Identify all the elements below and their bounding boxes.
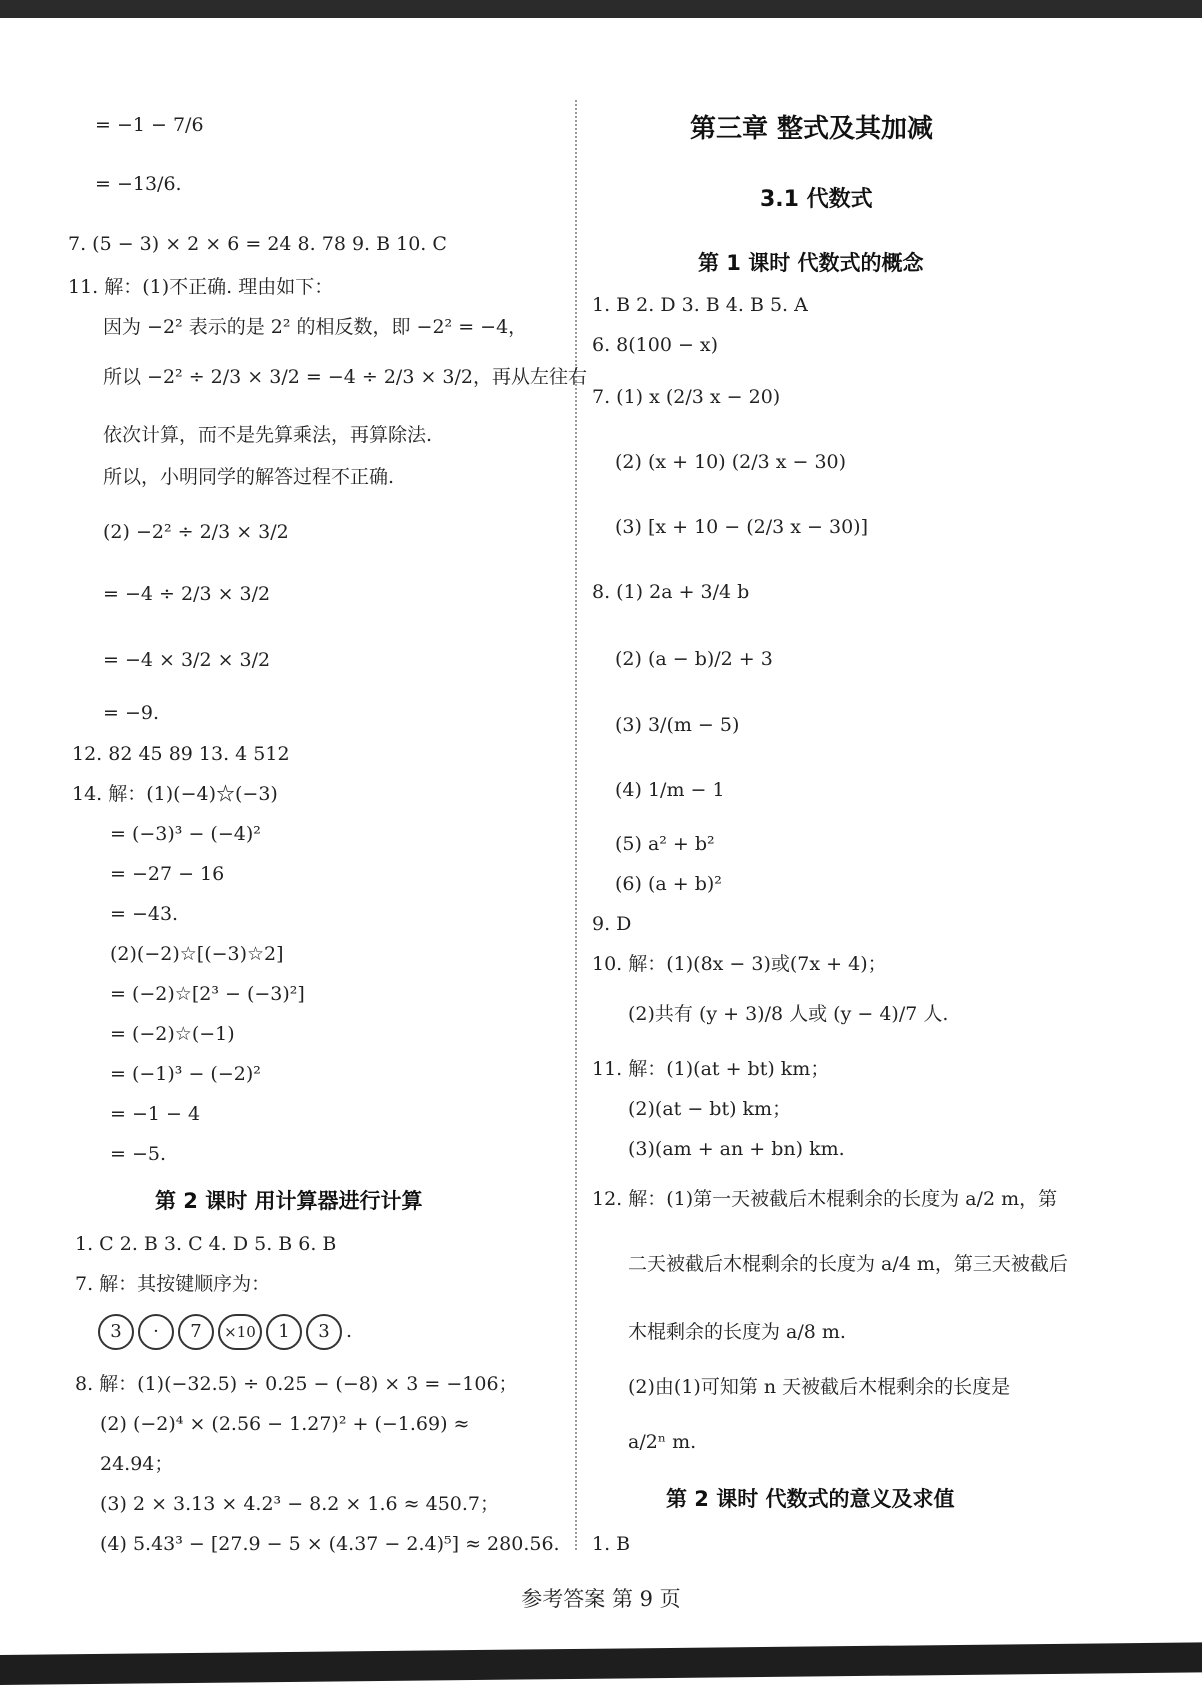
- right-line-23: 1. B: [592, 1533, 631, 1555]
- key-7: 7: [178, 1314, 214, 1350]
- right-line-3: 7. (1) x (2/3 x − 20): [592, 386, 781, 408]
- calculator-key-sequence: [98, 1313, 352, 1350]
- top-scan-edge: [0, 0, 1202, 18]
- right-line-21: (2)由(1)可知第 n 天被截后木棍剩余的长度是: [628, 1376, 1011, 1398]
- right-line-4: (2) (x + 10) (2/3 x − 30): [615, 451, 847, 473]
- key-times-ten: ×10: [218, 1314, 262, 1350]
- left-line-19: = (−2)☆[2³ − (−3)²]: [110, 983, 305, 1005]
- left-line-15: = (−3)³ − (−4)²: [110, 823, 261, 845]
- right-line-19: 二天被截后木棍剩余的长度为 a/4 m，第三天被截后: [628, 1253, 1068, 1275]
- key-dot: ·: [138, 1314, 174, 1350]
- column-divider: [575, 100, 577, 1550]
- left-line-1: = −1 − 7/6: [95, 114, 204, 136]
- left-line-20: = (−2)☆(−1): [110, 1023, 235, 1045]
- left-line-27: (2) (−2)⁴ × (2.56 − 1.27)² + (−1.69) ≈: [100, 1413, 470, 1435]
- left-line-13: 12. 82 45 89 13. 4 512: [72, 743, 290, 765]
- left-line-8: 所以，小明同学的解答过程不正确.: [103, 466, 395, 488]
- left-line-14: 14. 解：(1)(−4)☆(−3): [72, 783, 278, 805]
- right-line-13: 10. 解：(1)(8x − 3)或(7x + 4)；: [592, 953, 887, 975]
- right-line-6: 8. (1) 2a + 3/4 b: [592, 581, 750, 603]
- key-3-second: 3: [306, 1314, 342, 1350]
- right-line-1: 1. B 2. D 3. B 4. B 5. A: [592, 294, 808, 316]
- left-line-5: 因为 −2² 表示的是 2² 的相反数，即 −2² = −4，: [103, 316, 528, 338]
- page-footer: 参考答案 第 9 页: [521, 1587, 681, 1611]
- left-line-7: 依次计算，而不是先算乘法，再算除法.: [103, 424, 433, 446]
- left-line-9: (2) −2² ÷ 2/3 × 3/2: [103, 521, 289, 543]
- left-line-12: = −9.: [103, 702, 160, 724]
- chapter-heading: 第三章 整式及其加减: [690, 114, 934, 144]
- left-line-25: 7. 解：其按键顺序为：: [75, 1273, 271, 1295]
- key-1: 1: [266, 1314, 302, 1350]
- left-line-10: = −4 ÷ 2/3 × 3/2: [103, 583, 271, 605]
- left-line-11: = −4 × 3/2 × 3/2: [103, 649, 271, 671]
- right-line-11: (6) (a + b)²: [615, 873, 722, 895]
- left-line-17: = −43.: [110, 903, 179, 925]
- section-heading: 3.1 代数式: [760, 187, 873, 212]
- lesson-1-heading: 第 1 课时 代数式的概念: [698, 251, 924, 275]
- right-line-9: (4) 1/m − 1: [615, 779, 725, 801]
- left-line-2: = −13/6.: [95, 173, 182, 195]
- left-line-26: 8. 解：(1)(−32.5) ÷ 0.25 − (−8) × 3 = −106；: [75, 1373, 518, 1395]
- key-3: 3: [98, 1314, 134, 1350]
- left-line-22: = −1 − 4: [110, 1103, 201, 1125]
- key-sequence-end: .: [346, 1320, 353, 1342]
- right-line-2: 6. 8(100 − x): [592, 334, 719, 356]
- right-line-10: (5) a² + b²: [615, 833, 715, 855]
- left-line-16: = −27 − 16: [110, 863, 225, 885]
- right-line-15: 11. 解：(1)(at + bt) km；: [592, 1058, 830, 1080]
- left-line-28: 24.94；: [100, 1453, 174, 1475]
- right-line-17: (3)(am + an + bn) km.: [628, 1138, 845, 1160]
- left-line-18: (2)(−2)☆[(−3)☆2]: [110, 943, 284, 965]
- bottom-scan-edge: [0, 1642, 1202, 1685]
- right-line-14: (2)共有 (y + 3)/8 人或 (y − 4)/7 人.: [628, 1003, 949, 1025]
- left-line-21: = (−1)³ − (−2)²: [110, 1063, 261, 1085]
- left-line-3: 7. (5 − 3) × 2 × 6 = 24 8. 78 9. B 10. C: [68, 233, 447, 255]
- right-line-8: (3) 3/(m − 5): [615, 714, 740, 736]
- left-line-4: 11. 解：(1)不正确. 理由如下：: [68, 276, 334, 298]
- right-line-22: a/2ⁿ m.: [628, 1431, 697, 1453]
- right-line-16: (2)(at − bt) km；: [628, 1098, 792, 1120]
- right-line-5: (3) [x + 10 − (2/3 x − 30)]: [615, 516, 869, 538]
- right-line-18: 12. 解：(1)第一天被截后木棍剩余的长度为 a/2 m，第: [592, 1188, 1058, 1210]
- left-line-24: 1. C 2. B 3. C 4. D 5. B 6. B: [75, 1233, 337, 1255]
- lesson-2-right-heading: 第 2 课时 代数式的意义及求值: [666, 1487, 955, 1511]
- lesson-2-heading: 第 2 课时 用计算器进行计算: [155, 1189, 423, 1213]
- right-line-20: 木棍剩余的长度为 a/8 m.: [628, 1321, 846, 1343]
- left-line-23: = −5.: [110, 1143, 167, 1165]
- right-line-12: 9. D: [592, 913, 632, 935]
- left-line-6: 所以 −2² ÷ 2/3 × 3/2 = −4 ÷ 2/3 × 3/2，再从左往右: [103, 366, 587, 388]
- right-line-7: (2) (a − b)/2 + 3: [615, 648, 773, 670]
- left-line-29: (3) 2 × 3.13 × 4.2³ − 8.2 × 1.6 ≈ 450.7；: [100, 1493, 500, 1515]
- left-line-30: (4) 5.43³ − [27.9 − 5 × (4.37 − 2.4)⁵] ≈ 280.56.: [100, 1533, 560, 1555]
